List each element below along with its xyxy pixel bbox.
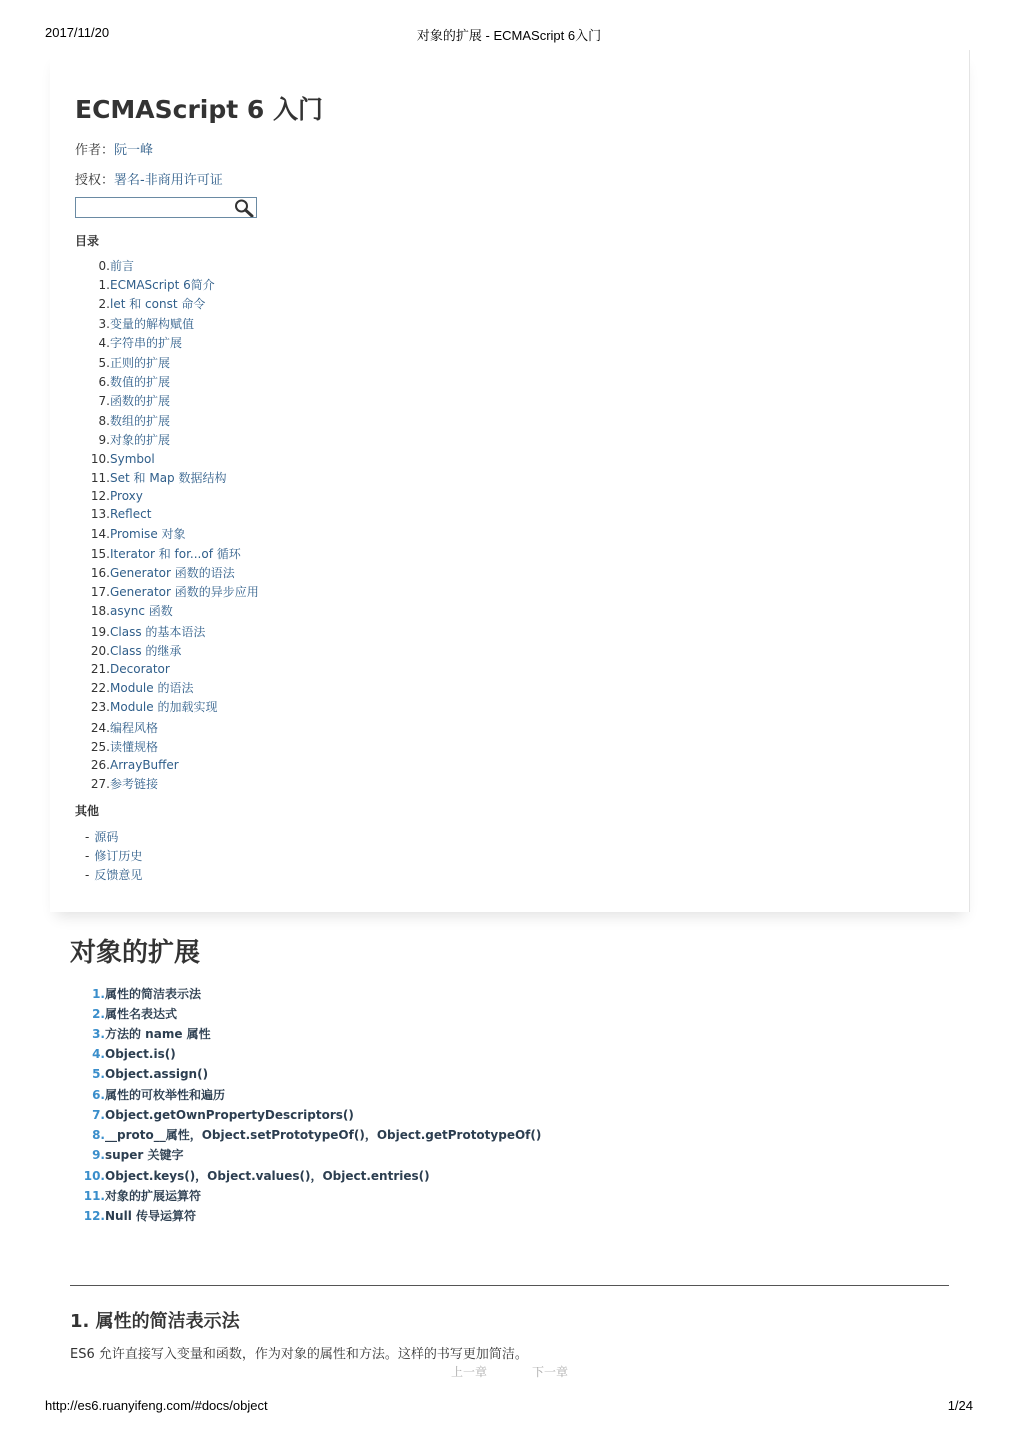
sidebar-toc-item[interactable]	[50, 699, 310, 715]
license-row	[75, 169, 223, 188]
next-chapter-link[interactable]: 下一章	[532, 1365, 569, 1379]
article-toc-number: 8.	[92, 1128, 105, 1142]
toc-item-number: 8.	[98, 414, 110, 428]
toc-item-link[interactable]: 编程风格	[110, 721, 159, 735]
article-toc-number: 12.	[83, 1209, 105, 1223]
other-link[interactable]: 修订历史	[94, 849, 143, 863]
toc-item-link[interactable]: Generator 函数的异步应用	[110, 585, 259, 599]
article-toc-number: 11.	[83, 1189, 105, 1203]
sidebar-toc-item[interactable]	[50, 258, 310, 274]
article-toc-link[interactable]: 属性的可枚举性和遍历	[105, 1088, 226, 1102]
article-toc-item[interactable]	[70, 1026, 670, 1043]
other-link[interactable]: 源码	[94, 830, 119, 844]
toc-item-number: 16.	[90, 566, 110, 580]
article-toc-link[interactable]: Object.getOwnPropertyDescriptors()	[105, 1108, 354, 1122]
article-toc-link[interactable]: Null 传导运算符	[105, 1209, 196, 1223]
sidebar-toc-item[interactable]	[50, 506, 310, 522]
toc-item-link[interactable]: 前言	[110, 259, 135, 273]
toc-item-link[interactable]: Module 的语法	[110, 681, 194, 695]
article-toc-item[interactable]	[70, 1046, 670, 1063]
toc-item-link[interactable]: 正则的扩展	[110, 356, 171, 370]
toc-item-link[interactable]: 变量的解构赋值	[110, 317, 195, 331]
prev-chapter-link[interactable]: 上一章	[451, 1365, 488, 1379]
author-label: 作者：	[75, 143, 115, 158]
sidebar-toc-item[interactable]	[50, 603, 310, 619]
toc-item-link[interactable]: 对象的扩展	[110, 433, 171, 447]
sidebar-toc-item[interactable]	[50, 316, 310, 332]
toc-item-link[interactable]: Iterator 和 for...of 循环	[110, 547, 241, 561]
sidebar-toc-item[interactable]	[50, 413, 310, 429]
article-toc-number: 1.	[92, 987, 105, 1001]
toc-item-number: 11.	[90, 471, 110, 485]
article-toc-link[interactable]: 属性名表达式	[105, 1007, 178, 1021]
toc-item-link[interactable]: Class 的基本语法	[110, 625, 206, 639]
print-date: 2017/11/20	[45, 25, 110, 40]
sidebar-toc-item[interactable]	[50, 584, 310, 600]
article-toc-number: 6.	[92, 1088, 105, 1102]
sidebar-toc-item[interactable]	[50, 624, 310, 640]
toc-item-number: 20.	[90, 644, 110, 658]
toc-item-number: 18.	[90, 604, 110, 618]
sidebar-toc-item[interactable]	[50, 526, 310, 542]
sidebar-toc-item[interactable]	[50, 546, 310, 562]
article-toc-item[interactable]	[70, 1188, 670, 1205]
article-toc-item[interactable]	[70, 1127, 670, 1144]
sidebar-toc-item[interactable]	[50, 757, 310, 773]
other-list-item[interactable]	[85, 867, 142, 883]
toc-item-number: 21.	[90, 662, 110, 676]
toc-item-number: 6.	[98, 375, 110, 389]
article-toc-item[interactable]	[70, 1107, 670, 1124]
toc-item-number: 14.	[90, 527, 110, 541]
article-toc-item[interactable]	[70, 986, 670, 1003]
toc-item-number: 3.	[98, 317, 110, 331]
article-toc-link[interactable]: super 关键字	[105, 1148, 184, 1162]
toc-item-number: 26.	[90, 758, 110, 772]
print-footer	[45, 1398, 973, 1414]
sidebar-toc-item[interactable]	[50, 680, 310, 696]
toc-item-link[interactable]: Decorator	[110, 662, 170, 676]
other-link[interactable]: 反馈意见	[94, 868, 143, 882]
sidebar-toc-item[interactable]	[50, 432, 310, 448]
toc-item-link[interactable]: let 和 const 命令	[110, 297, 206, 311]
sidebar-toc-item[interactable]	[50, 374, 310, 390]
toc-item-link[interactable]: Module 的加载实现	[110, 700, 218, 714]
toc-item-link[interactable]: Generator 函数的语法	[110, 566, 235, 580]
sidebar-toc-item[interactable]	[50, 643, 310, 659]
article-toc-link[interactable]: 属性的简洁表示法	[105, 987, 202, 1001]
sidebar-toc-item[interactable]	[50, 720, 310, 736]
sidebar-toc-item[interactable]	[50, 451, 310, 467]
article-toc-number: 5.	[92, 1067, 105, 1081]
article-toc-item[interactable]	[70, 1208, 670, 1225]
author-row	[75, 139, 153, 158]
page-title: 对象的扩展	[70, 938, 201, 968]
toc-item-number: 27.	[90, 777, 110, 791]
sidebar-toc-item[interactable]	[50, 355, 310, 371]
sidebar-toc-item[interactable]	[50, 277, 310, 293]
toc-item-link[interactable]: Class 的继承	[110, 644, 182, 658]
toc-item-number: 24.	[90, 721, 110, 735]
toc-item-number: 4.	[98, 336, 110, 350]
toc-item-link[interactable]: 参考链接	[110, 777, 159, 791]
sidebar-toc-item[interactable]	[50, 335, 310, 351]
toc-item-number: 13.	[90, 507, 110, 521]
sidebar-toc-item[interactable]	[50, 565, 310, 581]
author-link[interactable]: 阮一峰	[114, 143, 154, 158]
other-list-item[interactable]	[85, 829, 118, 845]
print-url: http://es6.ruanyifeng.com/#docs/object	[45, 1398, 268, 1413]
article-toc-link[interactable]: Object.assign()	[105, 1067, 209, 1081]
toc-item-number: 12.	[90, 489, 110, 503]
toc-item-number: 0.	[98, 259, 110, 273]
section-divider	[70, 1285, 949, 1286]
toc-item-number: 19.	[90, 625, 110, 639]
article-toc-item[interactable]	[70, 1066, 670, 1083]
sidebar-toc-item[interactable]	[50, 393, 310, 409]
sidebar-toc-item[interactable]	[50, 739, 310, 755]
toc-item-link[interactable]: 读懂规格	[110, 740, 159, 754]
other-heading: 其他	[75, 804, 100, 818]
article-toc-item[interactable]	[70, 1087, 670, 1104]
sidebar	[50, 50, 970, 912]
article-toc-item[interactable]	[70, 1147, 670, 1164]
toc-item-number: 5.	[98, 356, 110, 370]
sidebar-toc-item[interactable]	[50, 661, 310, 677]
toc-item-link[interactable]: 数组的扩展	[110, 414, 171, 428]
toc-item-link[interactable]: Reflect	[110, 507, 152, 521]
toc-item-number: 2.	[98, 297, 110, 311]
article-toc-number: 10.	[83, 1169, 105, 1183]
article-toc-item[interactable]	[70, 1168, 670, 1185]
section-heading: 1. 属性的简洁表示法	[70, 1311, 240, 1332]
license-label: 授权：	[75, 173, 115, 188]
toc-item-link[interactable]: Proxy	[110, 489, 143, 503]
toc-item-number: 22.	[90, 681, 110, 695]
toc-item-number: 10.	[90, 452, 110, 466]
article-toc-number: 9.	[92, 1148, 105, 1162]
article-toc-link[interactable]: 方法的 name 属性	[105, 1027, 211, 1041]
toc-item-number: 17.	[90, 585, 110, 599]
article-toc-link[interactable]: Object.is()	[105, 1047, 176, 1061]
article-toc-link[interactable]: 对象的扩展运算符	[105, 1189, 202, 1203]
toc-item-link[interactable]: async 函数	[110, 604, 173, 618]
toc-item-number: 1.	[98, 278, 110, 292]
print-header	[45, 25, 973, 41]
toc-item-link[interactable]: 数值的扩展	[110, 375, 171, 389]
print-page-number: 1/24	[947, 1398, 973, 1413]
list-dash: -	[85, 868, 90, 882]
toc-item-number: 7.	[98, 394, 110, 408]
toc-item-number: 15.	[90, 547, 110, 561]
toc-item-link[interactable]: Set 和 Map 数据结构	[110, 471, 227, 485]
article-toc-number: 2.	[92, 1007, 105, 1021]
other-list-item[interactable]	[85, 848, 142, 864]
list-dash: -	[85, 830, 90, 844]
article-toc-number: 7.	[92, 1108, 105, 1122]
search-input[interactable]	[76, 198, 234, 217]
book-title: ECMAScript 6 入门	[75, 95, 324, 124]
toc-item-number: 25.	[90, 740, 110, 754]
search-icon[interactable]	[233, 198, 255, 217]
sidebar-toc-item[interactable]	[50, 470, 310, 486]
toc-item-link[interactable]: Promise 对象	[110, 527, 186, 541]
toc-item-number: 9.	[98, 433, 110, 447]
toc-heading: 目录	[75, 234, 100, 248]
sidebar-toc-item[interactable]	[50, 296, 310, 312]
article-toc-item[interactable]	[70, 1006, 670, 1023]
sidebar-toc-item[interactable]	[50, 488, 310, 504]
section-paragraph: ES6 允许直接写入变量和函数，作为对象的属性和方法。这样的书写更加简洁。	[70, 1347, 528, 1362]
toc-item-link[interactable]: 字符串的扩展	[110, 336, 183, 350]
sidebar-toc-item[interactable]	[50, 776, 310, 792]
license-link[interactable]: 署名-非商用许可证	[114, 173, 223, 188]
toc-item-link[interactable]: ArrayBuffer	[110, 758, 179, 772]
article-toc-link[interactable]: __proto__属性，Object.setPrototypeOf()，Object.getPrototypeOf()	[105, 1128, 542, 1142]
article-toc-number: 4.	[92, 1047, 105, 1061]
article-toc-number: 3.	[92, 1027, 105, 1041]
toc-item-number: 23.	[90, 700, 110, 714]
list-dash: -	[85, 849, 90, 863]
toc-item-link[interactable]: 函数的扩展	[110, 394, 171, 408]
toc-item-link[interactable]: ECMAScript 6简介	[110, 278, 215, 292]
article-toc-link[interactable]: Object.keys()，Object.values()，Object.entries()	[105, 1169, 430, 1183]
print-page-title: 对象的扩展 - ECMAScript 6入门	[416, 28, 602, 43]
toc-item-link[interactable]: Symbol	[110, 452, 155, 466]
search-box	[75, 197, 257, 218]
